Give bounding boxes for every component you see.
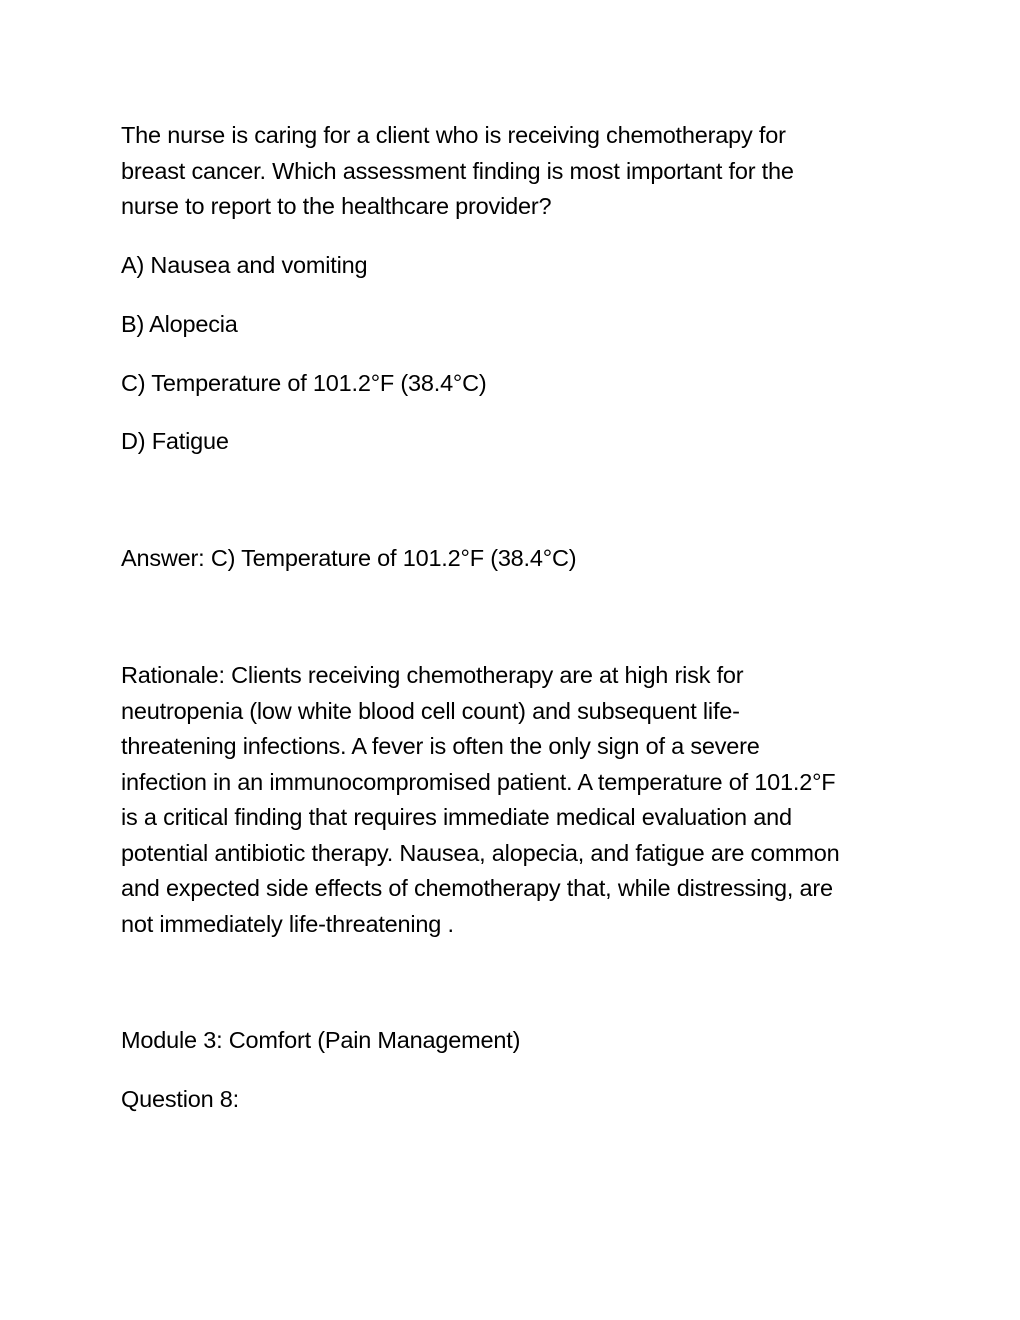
rationale-line: infection in an immunocompromised patient. A temperature of 101.2°F	[121, 768, 836, 795]
answer-option-a: A) Nausea and vomiting	[121, 252, 368, 278]
rationale-line: is a critical finding that requires immediate medical evaluation and	[121, 804, 792, 830]
correct-answer: Answer: C) Temperature of 101.2°F (38.4°C)	[121, 545, 577, 571]
rationale-line: potential antibiotic therapy. Nausea, alopecia, and fatigue are common	[121, 839, 840, 866]
question-line: breast cancer. Which assessment finding is most important for the	[121, 157, 794, 184]
module-heading: Module 3: Comfort (Pain Management)	[121, 1027, 521, 1053]
answer-option-c: C) Temperature of 101.2°F (38.4°C)	[121, 370, 487, 396]
rationale-line: not immediately life-threatening .	[121, 910, 454, 937]
rationale-line: threatening infections. A fever is often the only sign of a severe	[121, 733, 760, 759]
question-line: The nurse is caring for a client who is receiving chemotherapy for	[121, 122, 786, 148]
rationale-line: neutropenia (low white blood cell count) and subsequent life-	[121, 697, 740, 724]
question-stem	[121, 118, 911, 225]
answer-option-b: B) Alopecia	[121, 311, 238, 337]
rationale-paragraph	[121, 658, 911, 942]
question-line: nurse to report to the healthcare provider?	[121, 193, 552, 219]
answer-option-d: D) Fatigue	[121, 428, 229, 454]
next-question-label: Question 8:	[121, 1086, 239, 1112]
rationale-line: Rationale: Clients receiving chemotherapy are at high risk for	[121, 662, 744, 688]
rationale-line: and expected side effects of chemotherapy that, while distressing, are	[121, 875, 833, 901]
